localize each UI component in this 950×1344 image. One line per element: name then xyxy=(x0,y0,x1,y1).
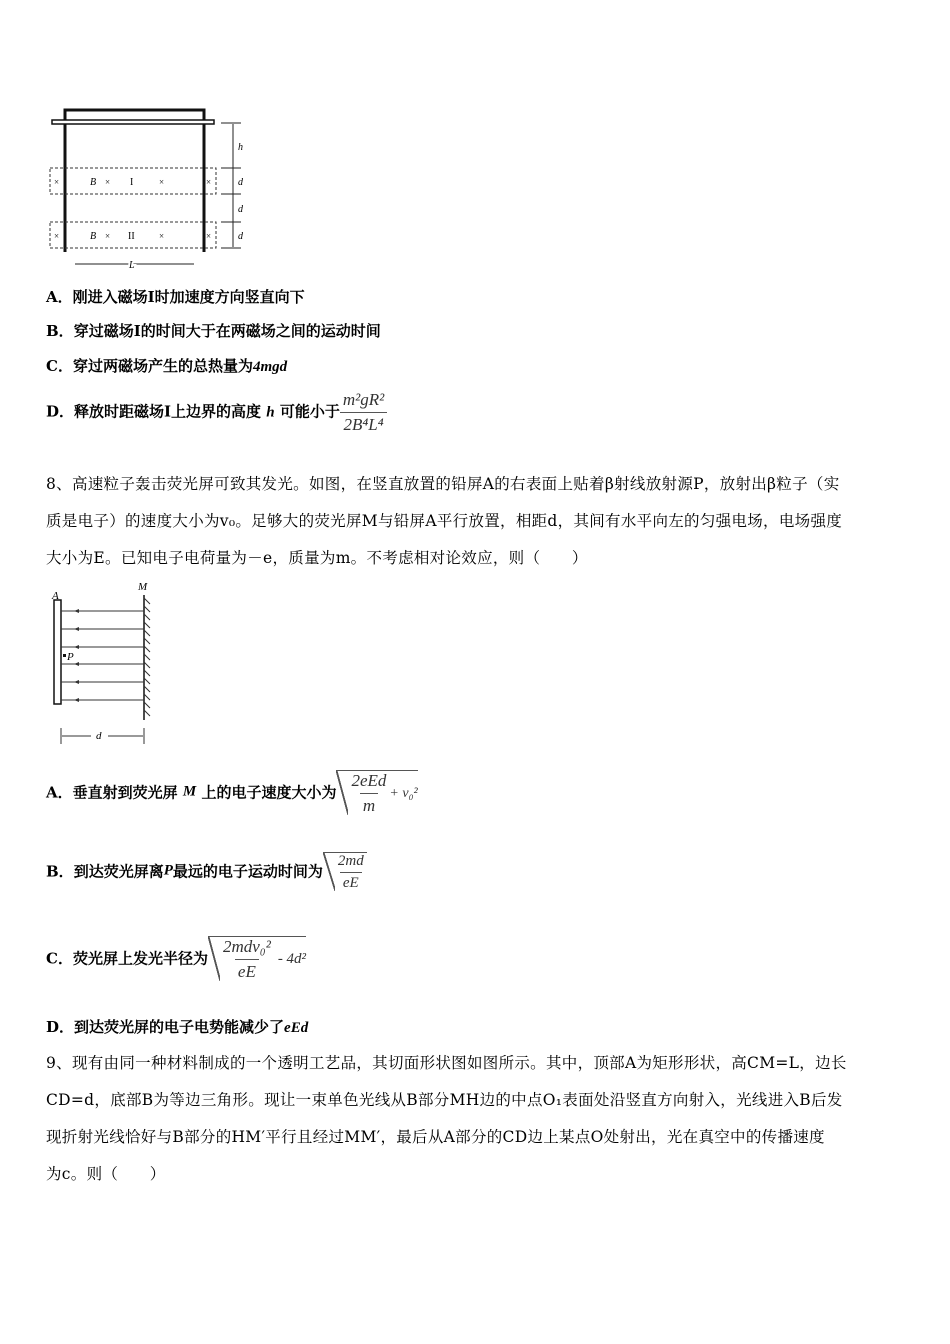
option-text: 释放时距磁场Ⅰ上边界的高度 xyxy=(74,402,262,421)
label-b: B xyxy=(90,177,97,188)
option-var: eEd xyxy=(284,1020,309,1036)
numerator: 2mdv₀² xyxy=(222,937,271,956)
option-label: B． xyxy=(46,322,74,340)
q9-text-line: 为c。则（ ） xyxy=(46,1165,166,1183)
figure-lead-screen-field xyxy=(46,578,166,748)
q8-option-b xyxy=(46,850,367,892)
denominator: eE xyxy=(340,872,362,892)
label-b: B xyxy=(90,231,97,242)
q7-option-c xyxy=(46,355,287,376)
label-d: d xyxy=(96,730,102,742)
formula-tail: - 4d² xyxy=(277,951,307,967)
label-region-1: I xyxy=(130,177,134,188)
option-var: 4mgd xyxy=(252,359,288,375)
q8-option-d xyxy=(46,1016,308,1037)
option-var: h xyxy=(266,404,275,421)
q9-text-line: 9、现有由同一种材料制成的一个透明工艺品，其切面形状图如图所示。其中，顶部A为矩形形状，高CM=L，边长 xyxy=(46,1054,847,1072)
option-text: 垂直射到荧光屏 xyxy=(72,783,178,802)
option-text: 荧光屏上发光半径为 xyxy=(72,949,208,968)
option-label: A． xyxy=(46,288,73,306)
option-label: C． xyxy=(46,357,73,375)
option-text: 可能小于 xyxy=(279,402,340,421)
option-text: 穿过两磁场产生的总热量为 xyxy=(72,357,253,375)
denominator: eE xyxy=(235,959,259,982)
option-text: 到达荧光屏的电子电势能减少了 xyxy=(74,1018,285,1036)
fraction-formula xyxy=(340,390,387,435)
field-cross: × xyxy=(159,231,165,241)
label-d: d xyxy=(238,177,243,188)
label-m: M xyxy=(138,581,148,593)
sqrt-formula xyxy=(336,768,417,816)
q7-option-b xyxy=(46,320,381,341)
label-d: d xyxy=(238,204,243,215)
label-h: h xyxy=(238,142,243,153)
denominator: 2B⁴L⁴ xyxy=(340,412,386,435)
q8-option-a xyxy=(46,768,418,816)
field-cross: × xyxy=(206,177,212,187)
label-region-2: II xyxy=(128,231,135,242)
q9-text-line: 现折射光线恰好与B部分的HM′平行且经过MM′，最后从A部分的CD边上某点O处射出，光在真空中的传播速度 xyxy=(46,1128,825,1146)
option-label: B． xyxy=(46,862,74,881)
option-text: 上的电子速度大小为 xyxy=(201,783,337,802)
option-var: M xyxy=(182,783,197,800)
sqrt-formula xyxy=(323,850,367,892)
q8-text-line: 大小为E。已知电子电荷量为－e，质量为m。不考虑相对论效应，则（ ） xyxy=(46,549,588,567)
option-var: P xyxy=(163,862,173,879)
field-cross: × xyxy=(159,177,165,187)
option-text: 刚进入磁场Ⅰ时加速度方向竖直向下 xyxy=(72,288,305,306)
q9-text-line: CD=d，底部B为等边三角形。现让一束单色光线从B部分MH边的中点O₁表面处沿竖直方向射入，光线进入B后发 xyxy=(46,1091,843,1109)
field-cross: × xyxy=(54,177,60,187)
numerator: m²gR² xyxy=(342,390,385,409)
label-a: A xyxy=(52,590,59,602)
denominator: m xyxy=(360,793,378,816)
q7-option-a xyxy=(46,286,305,307)
field-cross: × xyxy=(54,231,60,241)
label-d: d xyxy=(238,231,243,242)
q7-option-d xyxy=(46,390,387,435)
sqrt-formula xyxy=(208,934,306,982)
formula-tail: + v₀² xyxy=(389,785,418,801)
figure-magnetic-field-frame xyxy=(46,104,256,274)
field-cross: × xyxy=(105,231,111,241)
field-cross: × xyxy=(206,231,212,241)
q8-text-line: 质是电子）的速度大小为v₀。足够大的荧光屏M与铅屏A平行放置，相距d，其间有水平向左的匀强电场，电场强度 xyxy=(46,512,843,530)
option-text: 到达荧光屏离 xyxy=(73,862,164,881)
option-label: D． xyxy=(46,402,75,421)
numerator: 2md xyxy=(337,853,364,869)
option-text: 最远的电子运动时间为 xyxy=(172,862,323,881)
option-label: D． xyxy=(46,1018,75,1036)
option-label: C． xyxy=(46,949,73,968)
option-text: 穿过磁场Ⅰ的时间大于在两磁场之间的运动时间 xyxy=(73,322,381,340)
q8-option-c xyxy=(46,934,306,982)
option-label: A． xyxy=(46,783,73,802)
label-p: P xyxy=(67,651,74,663)
label-l: L xyxy=(129,260,135,271)
q8-text-line: 8、高速粒子轰击荧光屏可致其发光。如图，在竖直放置的铅屏A的右表面上贴着β射线放射源P，放射出β粒子（实 xyxy=(46,475,840,493)
numerator: 2eEd xyxy=(351,771,387,790)
field-cross: × xyxy=(105,177,111,187)
